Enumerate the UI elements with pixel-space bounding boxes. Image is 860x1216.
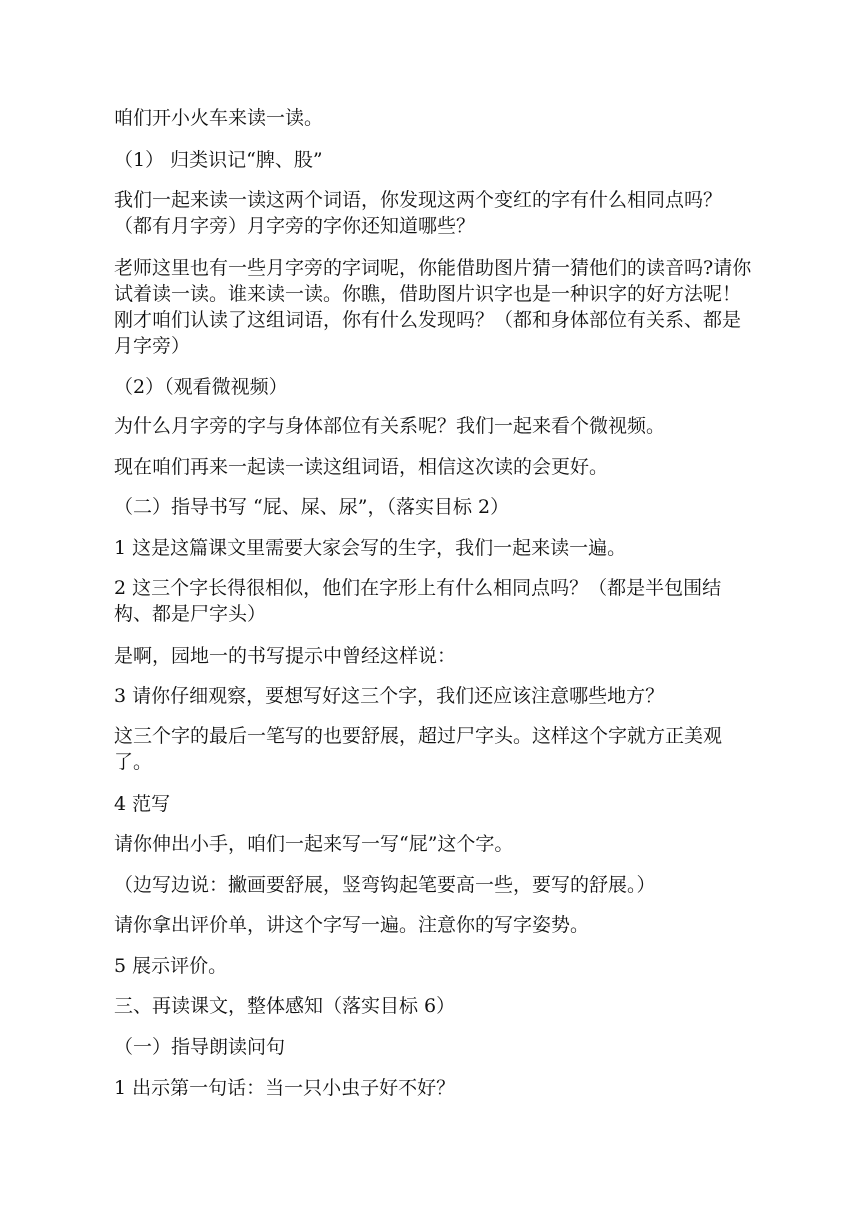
paragraph: 请你拿出评价单，讲这个字写一遍。注意你的写字姿势。 (114, 914, 590, 936)
paragraph: 5 展示评价。 (114, 955, 228, 977)
paragraph: （二）指导书写 “屁、屎、尿”，（落实目标 2） (114, 496, 510, 518)
paragraph: 我们一起来读一读这两个词语，你发现这两个变红的字有什么相同点吗？（都有月字旁）月字旁的字你还知道哪些？ (114, 189, 723, 237)
paragraph: 现在咱们再来一起读一读这组词语，相信这次读的会更好。 (114, 456, 609, 478)
paragraph: 老师这里也有一些月字旁的字词呢，你能借助图片猜一猜他们的读音吗?请你试着读一读。谁来读一读。你瞧，借助图片识字也是一种识字的好方法呢！刚才咱们认读了这组词语，你有什么发现吗？（都和身体部位有关系、都是月字旁） (114, 257, 752, 357)
paragraph: 1 这是这篇课文里需要大家会写的生字，我们一起来读一遍。 (114, 537, 627, 559)
paragraph: 咱们开小火车来读一读。 (114, 107, 324, 129)
paragraph: （2）（观看微视频） (114, 376, 288, 398)
paragraph: 1 出示第一句话：当一只小虫子好不好？ (114, 1077, 456, 1099)
paragraph: 为什么月字旁的字与身体部位有关系呢？我们一起来看个微视频。 (114, 415, 666, 437)
paragraph: （一）指导朗读问句 (114, 1036, 286, 1058)
paragraph: 这三个字的最后一笔写的也要舒展，超过尸字头。这样这个字就方正美观了。 (114, 725, 723, 773)
paragraph: 是啊，园地一的书写提示中曾经这样说： (114, 645, 457, 667)
paragraph: （边写边说：撇画要舒展，竖弯钩起笔要高一些，要写的舒展。） (114, 874, 656, 896)
paragraph: 3 请你仔细观察，要想写好这三个字，我们还应该注意哪些地方？ (114, 685, 665, 707)
paragraph: 2 这三个字长得很相似，他们在字形上有什么相同点吗？（都是半包围结构、都是尸字头） (114, 577, 722, 625)
paragraph: 4 范写 (114, 793, 171, 815)
paragraph: （1） 归类识记“脾、股” (114, 149, 323, 171)
paragraph: 请你伸出小手，咱们一起来写一写“屁”这个字。 (114, 833, 514, 855)
paragraph: 三、再读课文，整体感知（落实目标 6） (114, 995, 456, 1017)
